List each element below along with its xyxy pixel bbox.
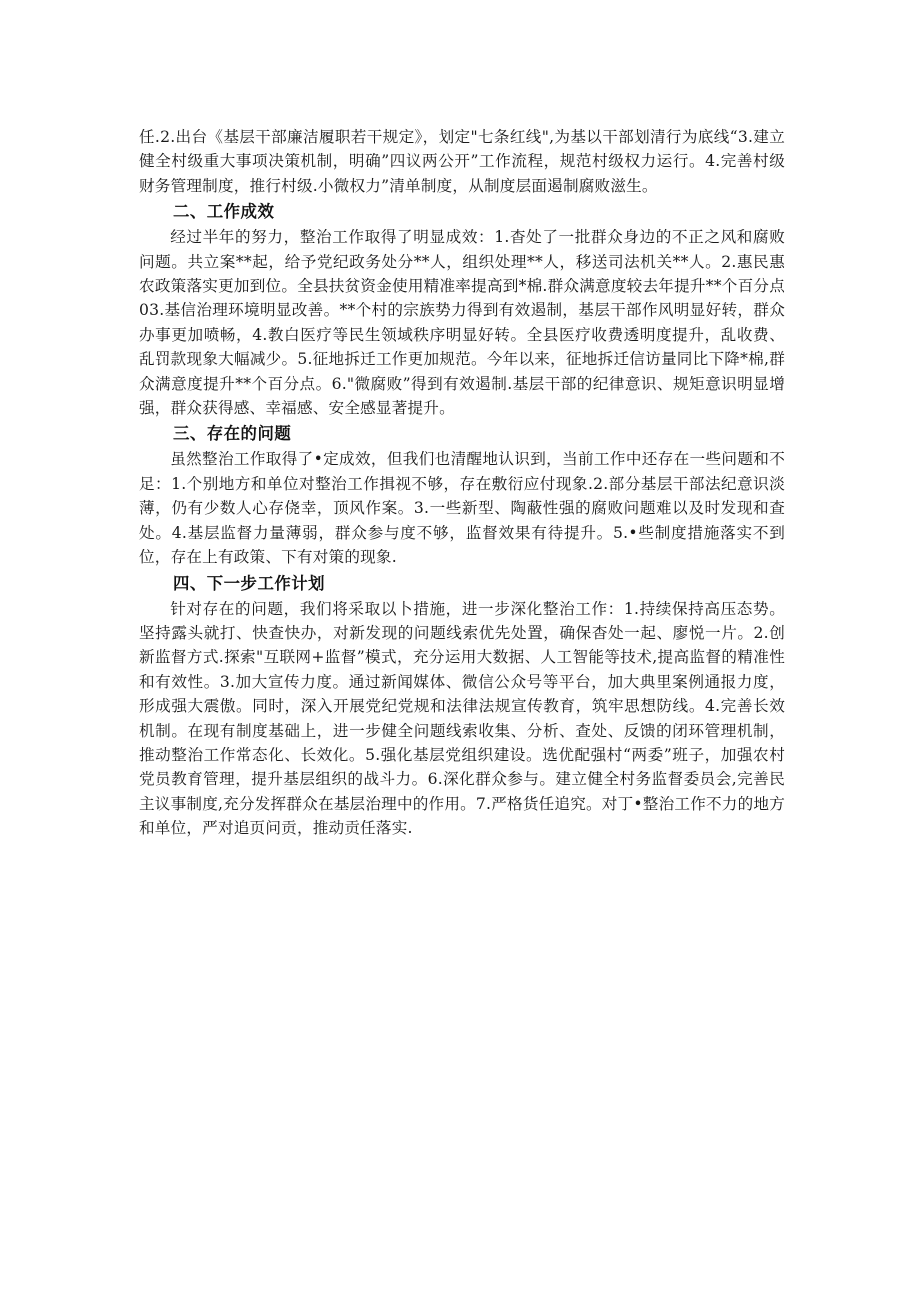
intro-paragraph: 任.2.出台《基层干部廉洁履职若干规定》，划定"七条红线",为基以干部划清行为底线“3.建立健全村级重大事项决策机制，明确”四议两公开”工作流程，规范村级权力运行。4.完善村级财务管理制度，推行村级.小微权力”清单制度，从制度层面遏制腐败滋生。 <box>139 128 785 195</box>
section-body-next-plan: 针对存在的问题，我们将采取以卜措施，进一步深化整治工作：1.持续保持高压态势。坚持露头就打、快查快办，对新发现的问题线索优先处置，确保杳处一起、廖悦一片。2.创新监督方式.探索"互联网+监督”模式，充分运用大数据、人工智能等技术,提高监督的精准性和有效性。3.加大宣传力度。通过新闻媒体、微信公众号等平台，加大典里案例通报力度，形成强大震傲。同时，深入开展党纪党规和法律法规宣传教育，筑牢思想防线。4.完善长效机制。在现有制度基础上，进一步健全问题线索收集、分析、查处、反馈的闭环管理机制，推动整治工作常态化、长效化。5.强化基层党组织建设。选优配强村“两委”班子，加强农村党员教育管理，提升基层组织的战斗力。6.深化群众参与。建立健全村务监督委员会,完善民主议事制度,充分发挥群众在基层治理中的作用。7.严格货任追究。对丁•整治工作不力的地方和单位，严对追页问贡，推动贡任落实. <box>139 599 785 838</box>
section-heading-problems: 三、存在的问题 <box>173 424 292 444</box>
section-heading-achievements: 二、工作成效 <box>173 202 275 222</box>
section-body-problems: 虽然整治工作取得了•定成效，但我们也清醒地认识到，当前工作中还存在一些问题和不足：1.个别地方和单位对整治工作揖视不够，存在敷衍应付现象.2.部分基层干部法纪意识淡薄，仍有少数人心存侥幸，顶风作案。3.一些新型、陶蔽性强的腐败问题难以及时发现和查处。4.基层监督力量薄弱，群众参与度不够，监督效果有待提升。5.•些制度措施落实不到位，存在上有政策、下有对策的现象. <box>139 450 785 567</box>
section-heading-next-plan: 四、下一步工作计划 <box>173 573 326 593</box>
section-body-achievements: 经过半年的努力，整治工作取得了明显成效：1.杳处了一批群众身边的不正之风和腐败问题。共立案**起，给予党纪政务处分**人，组织处理**人，移送司法机关**人。2.惠民惠农政策落实更加到位。全县扶贫资金使用精准率提高到*棉.群众满意度较去年提升**个百分点03.基信治理环境明显改善。**个村的宗族势力得到有效遏制，基层干部作风明显好转，群众办事更加喷畅，4.教白医疗等民生领域秩序明显好转。全县医疗收费透明度提升，乱收费、乱罚款现象大幅减少。5.征地拆迁工作更加规范。今年以来，征地拆迁信访量同比下降*棉,群众满意度提升**个百分点。6."微腐败”得到有效遏制.基层干部的纪律意识、规矩意识明显增强，群众获得感、幸福感、安全感显著提升。 <box>139 228 785 418</box>
document-body <box>139 125 785 841</box>
